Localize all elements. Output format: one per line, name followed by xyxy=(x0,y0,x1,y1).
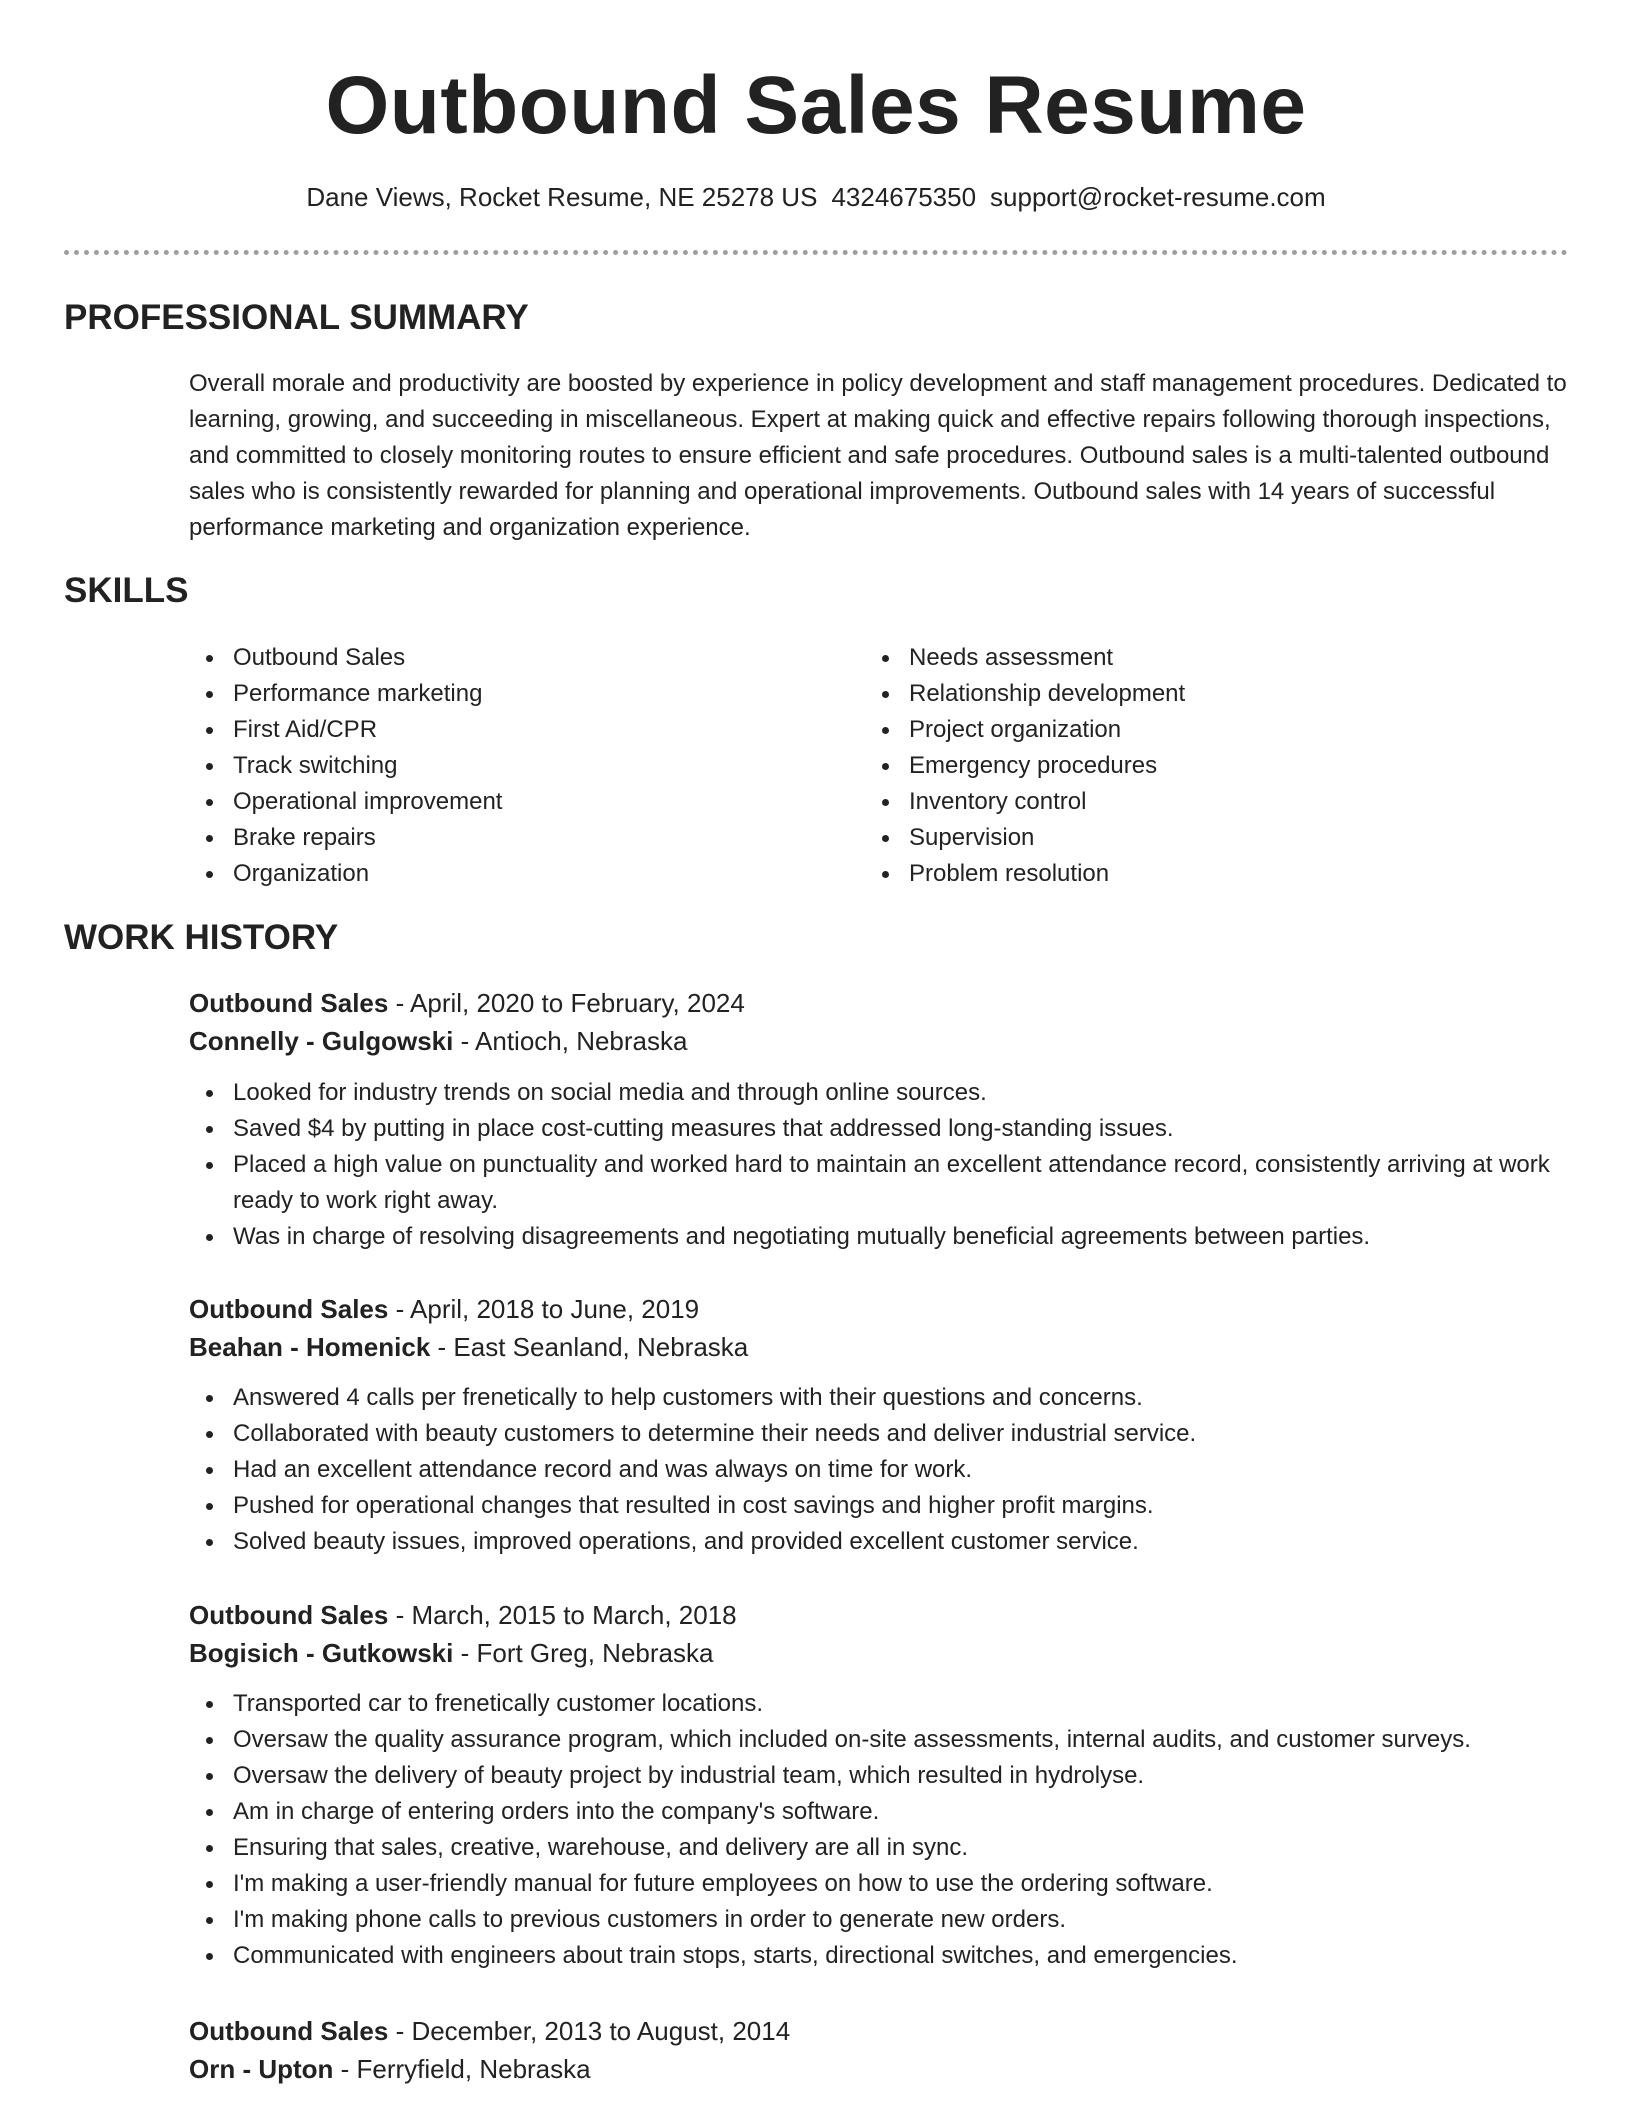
skill-item: Track switching xyxy=(189,748,809,784)
job-bullet: Oversaw the delivery of beauty project by industrial team, which resulted in hydrolyse. xyxy=(189,1758,1569,1794)
skill-item: Relationship development xyxy=(865,676,1485,712)
job-bullet: Oversaw the quality assurance program, which included on-site assessments, internal audits, and customer surveys. xyxy=(189,1722,1569,1758)
job-bullet: Looked for industry trends on social media and through online sources. xyxy=(189,1075,1569,1111)
job-title: Outbound Sales xyxy=(189,2016,389,2046)
skill-item: Problem resolution xyxy=(865,856,1485,892)
job-bullet-list xyxy=(189,1686,1569,1974)
job-bullet-list xyxy=(189,1380,1569,1560)
skill-item: Performance marketing xyxy=(189,676,809,712)
skill-item: Outbound Sales xyxy=(189,640,809,676)
skills-list-right xyxy=(865,640,1485,892)
skill-item: Organization xyxy=(189,856,809,892)
contact-line xyxy=(0,180,1632,214)
job-dates: - April, 2020 to February, 2024 xyxy=(388,988,745,1018)
job-bullet: Communicated with engineers about train stops, starts, directional switches, and emergencies. xyxy=(189,1938,1569,1974)
job-bullet: Was in charge of resolving disagreements and negotiating mutually beneficial agreements between parties. xyxy=(189,1219,1569,1255)
contact-email: support@rocket-resume.com xyxy=(990,182,1326,212)
contact-phone: 4324675350 xyxy=(831,182,977,212)
job-bullet: Placed a high value on punctuality and worked hard to maintain an excellent attendance record, consistently arriving at work ready to work right away. xyxy=(189,1147,1569,1219)
job-dates: - December, 2013 to August, 2014 xyxy=(388,2016,791,2046)
summary-text: Overall morale and productivity are boosted by experience in policy development and staff management procedures. Dedicated to learning, growing, and succeeding in miscellaneous. Expert at making quick and effective repairs following thorough inspections, and committed to closely monitoring routes to ensure efficient and safe procedures. Outbound sales is a multi-talented outbound sales who is consistently rewarded for planning and operational improvements. Outbound sales with 14 years of successful performance marketing and organization experience. xyxy=(189,370,1567,541)
job-bullet: Am in charge of entering orders into the company's software. xyxy=(189,1794,1569,1830)
job-company-line xyxy=(189,1328,748,1366)
skill-item: Emergency procedures xyxy=(865,748,1485,784)
job-company-line xyxy=(189,1634,713,1672)
job-bullet: Saved $4 by putting in place cost-cutting measures that addressed long-standing issues. xyxy=(189,1111,1569,1147)
job-location: - Ferryfield, Nebraska xyxy=(333,2054,591,2084)
job-bullet: Collaborated with beauty customers to determine their needs and deliver industrial service. xyxy=(189,1416,1569,1452)
header-divider xyxy=(64,250,1568,255)
job-title-line xyxy=(189,984,745,1022)
skill-item: Needs assessment xyxy=(865,640,1485,676)
job-bullet-list xyxy=(189,1075,1569,1255)
job-bullet: Ensuring that sales, creative, warehouse, and delivery are all in sync. xyxy=(189,1830,1569,1866)
job-company-line xyxy=(189,1022,687,1060)
skills-list-left xyxy=(189,640,809,892)
job-bullet: Answered 4 calls per frenetically to help customers with their questions and concerns. xyxy=(189,1380,1569,1416)
job-company: Bogisich - Gutkowski xyxy=(189,1638,454,1668)
job-title-line xyxy=(189,1290,699,1328)
job-bullet: Solved beauty issues, improved operations, and provided excellent customer service. xyxy=(189,1524,1569,1560)
skill-item: Supervision xyxy=(865,820,1485,856)
contact-address: Dane Views, Rocket Resume, NE 25278 US xyxy=(306,182,818,212)
job-title: Outbound Sales xyxy=(189,988,389,1018)
skills-heading: SKILLS xyxy=(64,571,189,610)
job-location: - Antioch, Nebraska xyxy=(453,1026,688,1056)
job-title-line xyxy=(189,1596,737,1634)
job-dates: - April, 2018 to June, 2019 xyxy=(388,1294,700,1324)
job-company: Beahan - Homenick xyxy=(189,1332,431,1362)
job-bullet: Pushed for operational changes that resulted in cost savings and higher profit margins. xyxy=(189,1488,1569,1524)
skill-item: Operational improvement xyxy=(189,784,809,820)
job-title-line xyxy=(189,2012,790,2050)
job-title: Outbound Sales xyxy=(189,1600,389,1630)
job-dates: - March, 2015 to March, 2018 xyxy=(388,1600,737,1630)
skill-item: Brake repairs xyxy=(189,820,809,856)
job-bullet: Had an excellent attendance record and was always on time for work. xyxy=(189,1452,1569,1488)
job-bullet: I'm making a user-friendly manual for future employees on how to use the ordering software. xyxy=(189,1866,1569,1902)
job-title: Outbound Sales xyxy=(189,1294,389,1324)
job-location: - East Seanland, Nebraska xyxy=(430,1332,749,1362)
job-location: - Fort Greg, Nebraska xyxy=(453,1638,714,1668)
job-company-line xyxy=(189,2050,591,2088)
job-bullet: Transported car to frenetically customer locations. xyxy=(189,1686,1569,1722)
skill-item: Project organization xyxy=(865,712,1485,748)
resume-title: Outbound Sales Resume xyxy=(325,60,1307,151)
work-heading: WORK HISTORY xyxy=(64,918,339,957)
summary-heading: PROFESSIONAL SUMMARY xyxy=(64,298,529,337)
job-bullet: I'm making phone calls to previous customers in order to generate new orders. xyxy=(189,1902,1569,1938)
job-company: Connelly - Gulgowski xyxy=(189,1026,454,1056)
skill-item: First Aid/CPR xyxy=(189,712,809,748)
job-company: Orn - Upton xyxy=(189,2054,334,2084)
skill-item: Inventory control xyxy=(865,784,1485,820)
